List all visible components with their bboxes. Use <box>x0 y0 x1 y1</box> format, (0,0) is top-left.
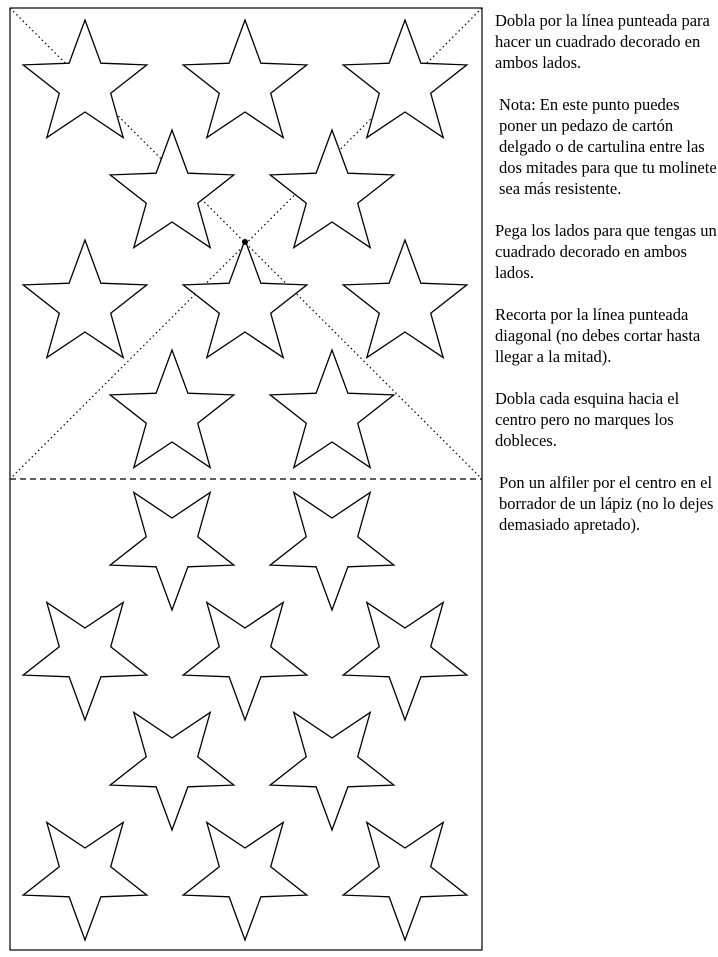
instruction-fold-dashed-line: Dobla por la línea punteada para hacer un cuadrado decorado en ambos lados. <box>495 11 710 72</box>
instruction-note-cardboard: Nota: En este punto puedes poner un pedazo de cartón delgado o de cartulina entre las dos mitades para que tu molinete sea más resistente. <box>499 95 717 198</box>
star-shape <box>343 602 467 720</box>
star-shape <box>183 240 307 358</box>
instruction-cut-diagonal: Recorta por la línea punteada diagonal (no debes cortar hasta llegar a la mitad). <box>495 305 701 366</box>
star-shape <box>23 240 147 358</box>
star-shape <box>270 350 394 468</box>
star-shape <box>23 20 147 138</box>
star-shape <box>343 240 467 358</box>
star-shape <box>110 350 234 468</box>
instruction-glue-sides: Pega los lados para que tengas un cuadrado decorado en ambos lados. <box>495 221 717 282</box>
star-shape <box>270 130 394 248</box>
star-shape <box>270 712 394 830</box>
star-shape <box>183 822 307 940</box>
star-shape <box>110 130 234 248</box>
star-shape <box>183 20 307 138</box>
instruction-pin-center: Pon un alfiler por el centro en el borrador de un lápiz (no lo dejes demasiado apretado). <box>499 473 714 534</box>
instructions-column <box>495 10 717 556</box>
star-shape <box>183 602 307 720</box>
instruction-fold-corners: Dobla cada esquina hacia el centro pero no marques los dobleces. <box>495 389 680 450</box>
star-shape <box>23 822 147 940</box>
star-shape <box>270 492 394 610</box>
star-shape <box>343 20 467 138</box>
center-pin-dot <box>242 239 248 245</box>
star-shape <box>110 712 234 830</box>
star-shape <box>110 492 234 610</box>
star-shape <box>23 602 147 720</box>
star-shape <box>343 822 467 940</box>
